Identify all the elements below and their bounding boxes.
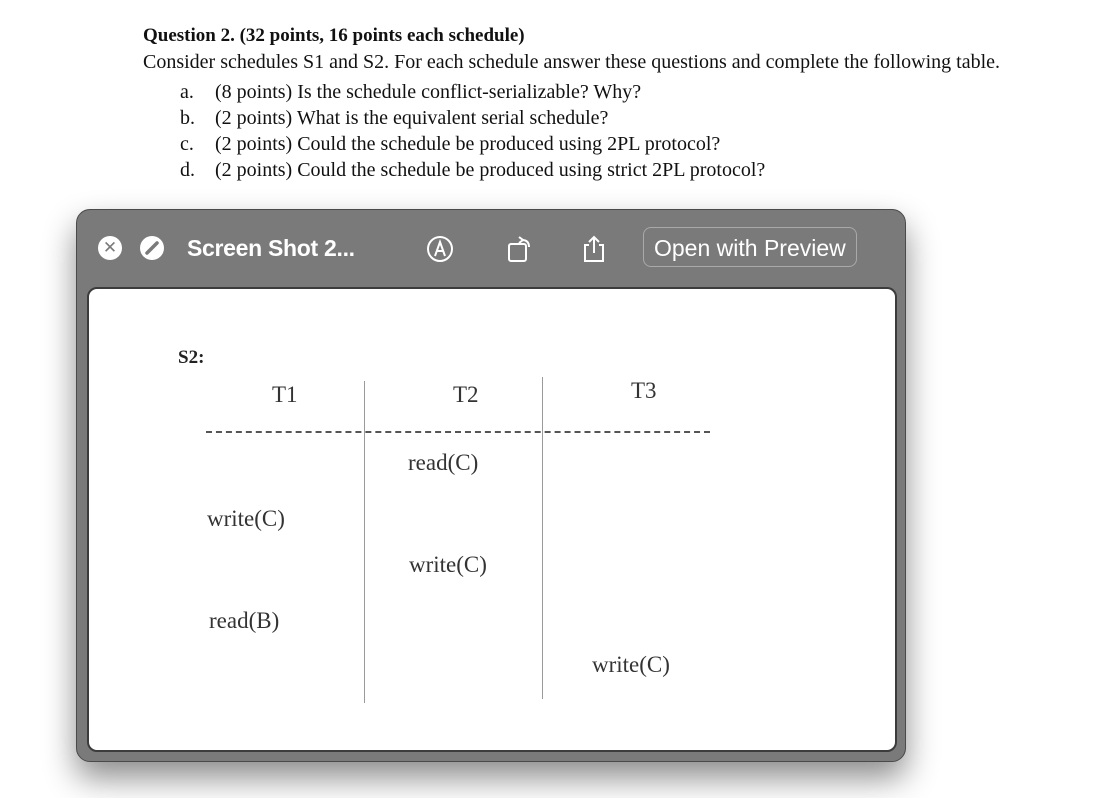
header-separator	[206, 431, 710, 433]
rotate-icon[interactable]	[502, 232, 536, 266]
share-icon[interactable]	[577, 232, 611, 266]
question-marker: a.	[180, 81, 194, 103]
op-t2-read-c: read(C)	[408, 450, 479, 475]
question-list	[143, 79, 1063, 183]
quicklook-window	[76, 209, 906, 762]
open-with-preview-button[interactable]: Open with Preview	[643, 227, 857, 267]
op-t3-write-c: write(C)	[592, 652, 670, 677]
question-text: (2 points) Could the schedule be produced using 2PL protocol?	[215, 133, 721, 155]
question-marker: d.	[180, 159, 195, 181]
question-item-b	[143, 105, 1063, 131]
op-t2-write-c: write(C)	[409, 552, 487, 577]
quicklook-preview	[87, 287, 897, 752]
question-item-d	[143, 157, 1063, 183]
op-t1-write-c: write(C)	[207, 506, 285, 531]
question-text: (8 points) Is the schedule conflict-serializable? Why?	[215, 81, 642, 103]
question-item-c	[143, 131, 1063, 157]
quicklook-title: Screen Shot 2...	[187, 235, 355, 261]
question-text: (2 points) What is the equivalent serial schedule?	[215, 107, 609, 129]
close-icon[interactable]: ✕	[98, 236, 122, 260]
question-marker: c.	[180, 133, 194, 155]
slash-icon-glyph	[140, 236, 164, 260]
question-text: (2 points) Could the schedule be produced using strict 2PL protocol?	[215, 159, 766, 181]
header-t3: T3	[631, 378, 657, 403]
quicklook-toolbar	[77, 210, 905, 288]
question-intro: Consider schedules S1 and S2. For each schedule answer these questions and complete the following table.	[143, 51, 1001, 73]
question-title: Question 2. (32 points, 16 points each schedule)	[143, 25, 525, 46]
schedule-label: S2:	[178, 347, 205, 368]
column-divider-1	[364, 381, 365, 703]
header-t1: T1	[272, 382, 298, 407]
column-divider-2	[542, 377, 543, 699]
slash-icon[interactable]	[140, 236, 164, 260]
question-item-a	[143, 79, 1063, 105]
header-t2: T2	[453, 382, 479, 407]
question-document	[143, 25, 1063, 183]
op-t1-read-b: read(B)	[209, 608, 280, 633]
question-marker: b.	[180, 107, 195, 129]
markup-icon[interactable]	[423, 232, 457, 266]
